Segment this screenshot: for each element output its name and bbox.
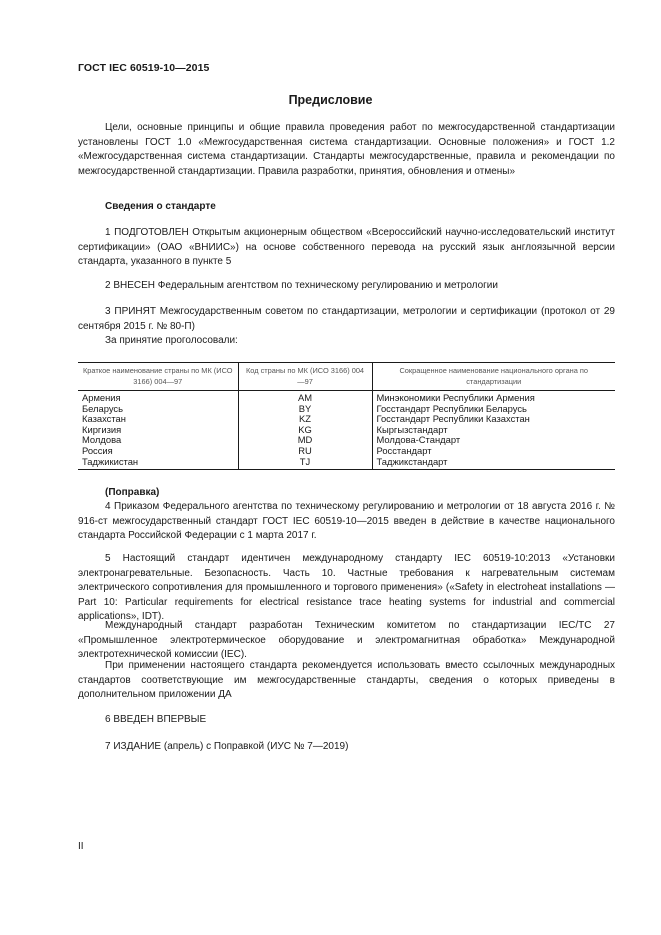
- table-header-body: Сокращенное наименование национального органа по стандартизации: [372, 363, 615, 391]
- body-cell: Кыргызстандарт: [376, 423, 448, 435]
- page-number: II: [78, 841, 84, 852]
- table-row: [78, 446, 615, 457]
- item-3-paragraph: 3 ПРИНЯТ Межгосударственным советом по стандартизации, метрологии и сертификации (протокол от 29 сентября 2015 г. № 80-П): [78, 306, 615, 332]
- country-cell: Казахстан: [82, 413, 126, 425]
- body-cell: Минэкономики Республики Армения: [376, 392, 535, 403]
- table-row: [78, 457, 615, 470]
- code-cell: RU: [238, 446, 372, 457]
- item-7-paragraph: 7 ИЗДАНИЕ (апрель) с Поправкой (ИУС № 7—2019): [105, 741, 349, 752]
- amendment-label: (Поправка): [105, 487, 160, 498]
- document-code-header: ГОСТ IEC 60519-10—2015: [78, 62, 210, 74]
- section-heading: Сведения о стандарте: [105, 201, 216, 212]
- table-row: [78, 435, 615, 446]
- table-row: [78, 414, 615, 425]
- body-cell: Молдова-Стандарт: [376, 434, 461, 446]
- item-2-paragraph: 2 ВНЕСЕН Федеральным агентством по техническому регулированию и метрологии: [105, 280, 498, 291]
- code-cell: TJ: [238, 457, 372, 470]
- country-cell: Беларусь: [82, 402, 124, 414]
- body-cell: Госстандарт Республики Беларусь: [376, 402, 527, 414]
- item-4-paragraph: 4 Приказом Федерального агентства по техническому регулированию и метрологии от 18 августа 2016 г. № 916-ст межгосударственный стандарт ГОСТ IEC 60519-10—2015 введен в действие в качестве национального стандарта Российской Федерации с 1 марта 2017 г.: [78, 501, 615, 542]
- code-cell: AM: [238, 391, 372, 404]
- vote-intro: За принятие проголосовали:: [105, 335, 238, 346]
- code-cell: KZ: [238, 414, 372, 425]
- body-cell: Росстандарт: [376, 444, 432, 456]
- code-cell: KG: [238, 425, 372, 436]
- item-5-application-paragraph: При применении настоящего стандарта рекомендуется использовать вместо ссылочных международных стандартов соответствующие им межгосударственные стандарты, сведения о которых приведены в дополнительном приложении ДА: [78, 660, 615, 701]
- table-row: [78, 391, 615, 404]
- table-header-code: Код страны по МК (ИСО 3166) 004—97: [238, 363, 372, 391]
- code-cell: MD: [238, 435, 372, 446]
- voting-countries-table: [78, 362, 615, 470]
- country-cell: Армения: [82, 392, 121, 403]
- country-cell: Таджикистан: [78, 457, 238, 470]
- table-row: [78, 425, 615, 436]
- table-header-country: Краткое наименование страны по МК (ИСО 3166) 004—97: [78, 363, 238, 391]
- body-cell: Таджикстандарт: [372, 457, 615, 470]
- body-cell: Госстандарт Республики Казахстан: [376, 413, 530, 425]
- page-title: Предисловие: [288, 93, 373, 107]
- country-cell: Киргизия: [82, 423, 122, 435]
- item-6-paragraph: 6 ВВЕДЕН ВПЕРВЫЕ: [105, 714, 207, 725]
- code-cell: BY: [238, 404, 372, 415]
- country-cell: Россия: [82, 444, 113, 456]
- intro-paragraph: Цели, основные принципы и общие правила проведения работ по межгосударственной стандартизации установлены ГОСТ 1.0 «Межгосударственная система стандартизации. Основные положения» и ГОСТ 1.2 «Межгосударственная система стандартизации. Стандарты межгосударственные, правила и рекомендации по межгосударственной стандартизации. Правила разработки, принятия, обновления и отмены»: [78, 122, 615, 177]
- country-cell: Молдова: [82, 434, 122, 446]
- item-5-committee-paragraph: Международный стандарт разработан Техническим комитетом по стандартизации IEC/TC 27 «Промышленное электротермическое оборудование и электромагнитная обработка» Международной электротехнической комиссии (IEC).: [78, 620, 615, 661]
- item-1-paragraph: 1 ПОДГОТОВЛЕН Открытым акционерным обществом «Всероссийский научно-исследовательский институт сертификации» (ОАО «ВНИИС») на основе собственного перевода на русский язык англоязычной версии стандарта, указанного в пункте 5: [78, 227, 615, 268]
- table-row: [78, 404, 615, 415]
- item-5-paragraph: 5 Настоящий стандарт идентичен международному стандарту IEC 60519-10:2013 «Установки электронагревательные. Безопасность. Часть 10. Частные требования к нагревательным системам электрического сопротивления для промышленного и торгового применения» («Safety in electroheat installations — Part 10: Particular requirements for electrical resistance trace heating systems for industrial and commercial applications», IDT).: [78, 553, 615, 623]
